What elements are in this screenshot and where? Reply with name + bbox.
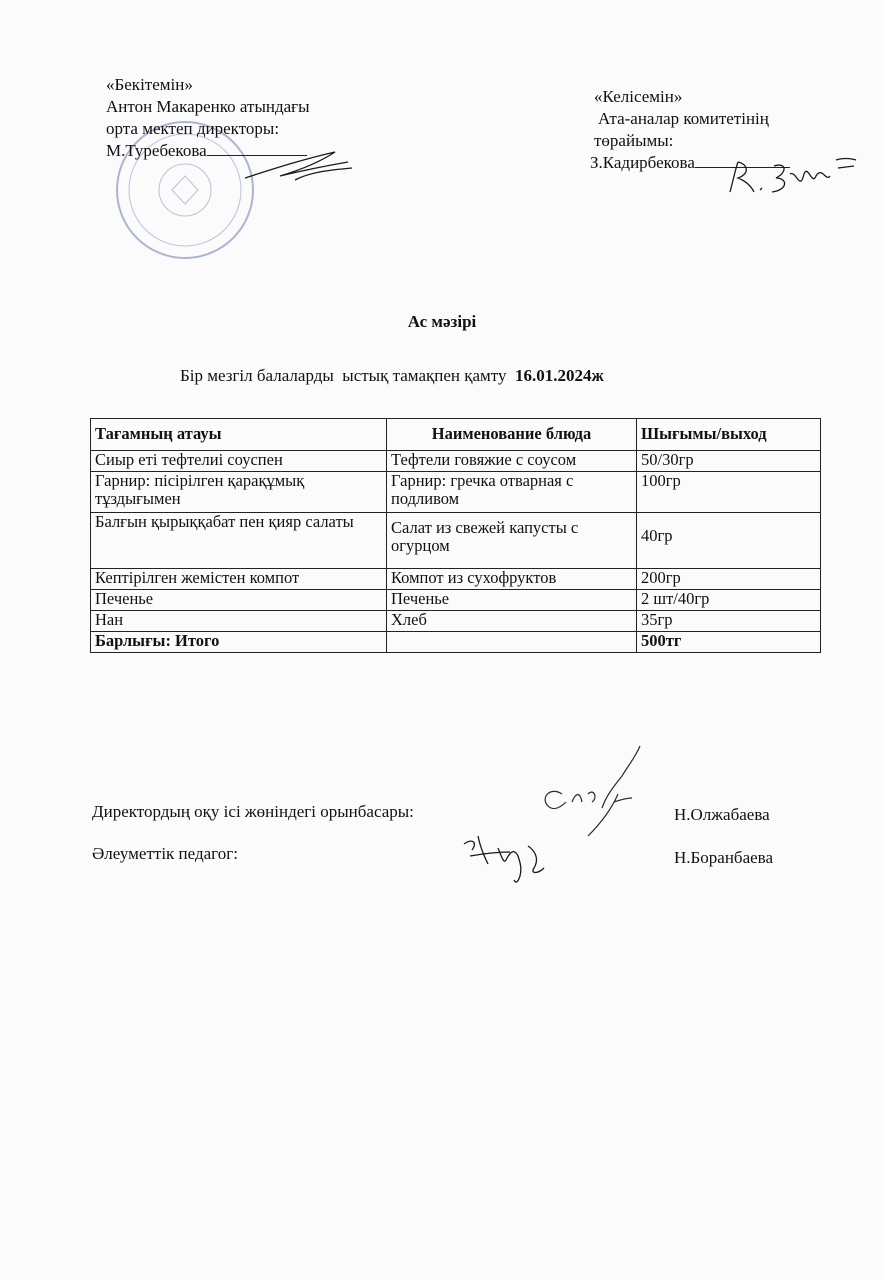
table-row xyxy=(91,590,821,611)
header-dish-kz: Тағамның атауы xyxy=(91,419,387,451)
committee-title-line: Ата-аналар комитетінің xyxy=(598,109,769,128)
dish-kz: Сиыр еті тефтелиі соуспен xyxy=(91,451,387,472)
dish-kz: Кептірілген жемістен компот xyxy=(91,569,387,590)
social-pedagogue-name: Н.Боранбаева xyxy=(674,848,774,867)
menu-date: 16.01.2024ж xyxy=(515,366,604,385)
dish-kz: Балғын қырыққабат пен қияр салаты xyxy=(91,513,387,569)
dish-kz: Нан xyxy=(91,611,387,632)
chairperson-signature xyxy=(726,152,866,202)
deputy-director-name: Н.Олжабаева xyxy=(674,805,770,824)
dish-kz: Печенье xyxy=(91,590,387,611)
page-title: Ас мәзірі xyxy=(407,312,477,331)
menu-subtitle xyxy=(180,366,604,386)
dish-yield: 50/30гр xyxy=(637,451,821,472)
deputy-director-signature xyxy=(532,742,652,842)
dish-ru: Гарнир: гречка отварная с подливом xyxy=(387,472,637,513)
chairperson-name: З.Кадирбекова xyxy=(590,153,695,172)
dish-ru: Хлеб xyxy=(387,611,637,632)
table-row xyxy=(91,472,821,513)
deputy-director-label: Директордың оқу ісі жөніндегі орынбасары: xyxy=(92,802,414,821)
dish-yield: 40гр xyxy=(637,513,821,569)
agreement-heading: «Келісемін» xyxy=(594,87,683,106)
dish-kz: Гарнир: пісірілген қарақұмық тұздығымен xyxy=(91,472,387,513)
dish-yield: 200гр xyxy=(637,569,821,590)
dish-ru: Компот из сухофруктов xyxy=(387,569,637,590)
table-row xyxy=(91,513,821,569)
dish-yield: 100гр xyxy=(637,472,821,513)
header-dish-ru: Наименование блюда xyxy=(387,419,637,451)
social-pedagogue-signature xyxy=(458,830,558,886)
dish-ru: Печенье xyxy=(387,590,637,611)
dish-yield: 35гр xyxy=(637,611,821,632)
header-yield: Шығымы/выход xyxy=(637,419,821,451)
table-header-row xyxy=(91,419,821,451)
approval-heading: «Бекітемін» xyxy=(106,75,193,94)
subtitle-text: Бір мезгіл балаларды ыстық тамақпен қамту xyxy=(180,366,516,385)
total-value: 500тг xyxy=(637,632,821,653)
table-total-row xyxy=(91,632,821,653)
director-signature xyxy=(240,140,360,190)
director-name: М.Туребекова xyxy=(106,141,207,160)
total-label: Барлығы: Итого xyxy=(91,632,387,653)
school-name-line: Антон Макаренко атындағы xyxy=(106,97,310,116)
total-empty xyxy=(387,632,637,653)
menu-table xyxy=(90,418,821,653)
chairperson-title-line: төрайымы: xyxy=(594,131,674,150)
dish-ru: Тефтели говяжие с соусом xyxy=(387,451,637,472)
social-pedagogue-label: Әлеуметтік педагог: xyxy=(92,844,238,863)
table-row xyxy=(91,451,821,472)
table-row xyxy=(91,611,821,632)
table-row xyxy=(91,569,821,590)
dish-yield: 2 шт/40гр xyxy=(637,590,821,611)
dish-ru: Салат из свежей капусты с огурцом xyxy=(387,513,637,569)
director-title-line: орта мектеп директоры: xyxy=(106,119,280,138)
